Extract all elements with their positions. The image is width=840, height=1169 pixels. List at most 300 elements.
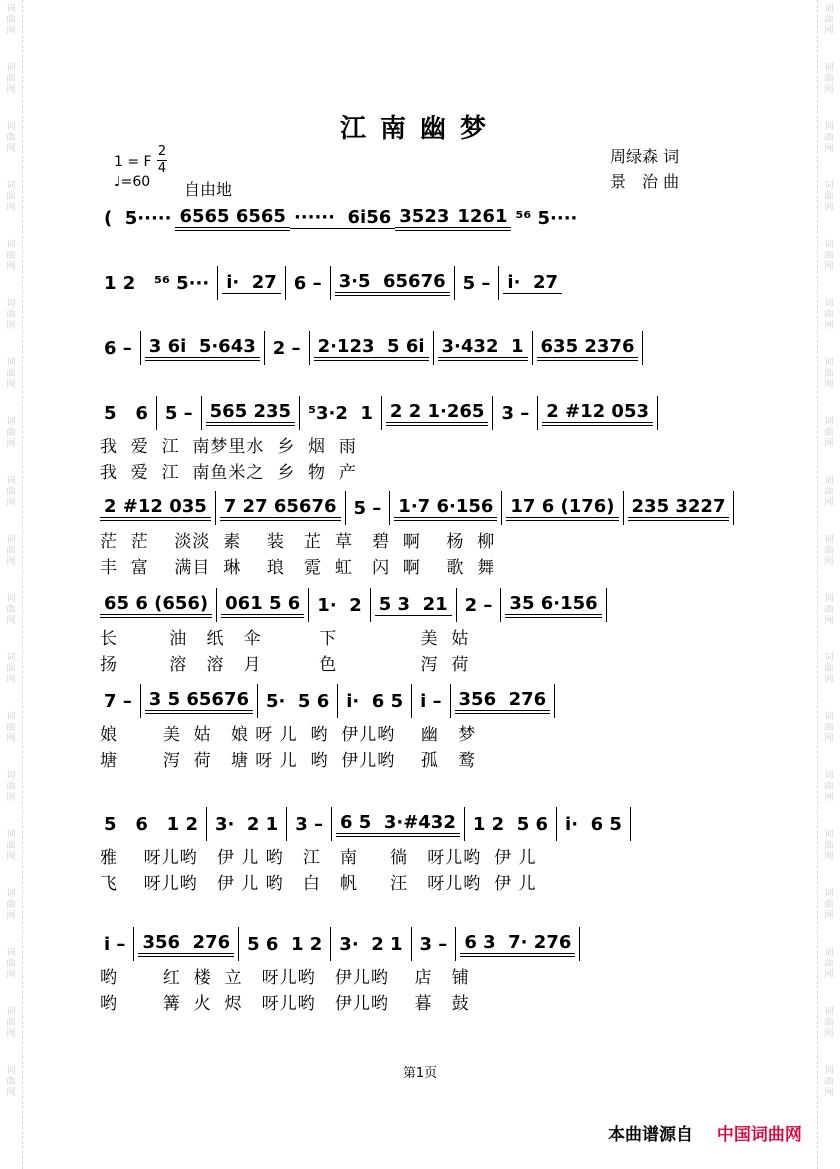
watermark-char: 词 [6, 889, 16, 899]
watermark-group [6, 594, 15, 627]
watermark-char: 曲 [824, 15, 834, 25]
barline [733, 491, 734, 525]
note-group: 3·5 65676 [335, 271, 450, 296]
barline [642, 331, 643, 365]
note-group: 3 – [419, 933, 448, 955]
watermark-char: 网 [824, 675, 834, 685]
watermark-group [6, 712, 15, 745]
watermark-group [6, 948, 15, 981]
barline [308, 588, 309, 622]
watermark-char: 曲 [6, 605, 16, 615]
watermark-char: 网 [824, 144, 834, 154]
note-group: 5 6 1 2 [104, 813, 198, 835]
barline [330, 266, 331, 300]
barline [411, 684, 412, 718]
score-system [100, 330, 760, 366]
watermark-group [6, 181, 15, 214]
barline [330, 927, 331, 961]
watermark-char: 曲 [6, 310, 16, 320]
watermark-group [6, 771, 15, 804]
barline [217, 266, 218, 300]
watermark-char: 词 [824, 122, 834, 132]
note-group: 1· 2 [317, 594, 362, 616]
right-watermark-strip [817, 0, 840, 1169]
note-group: 17 6 (176) [506, 496, 618, 521]
watermark-group [824, 535, 833, 568]
watermark-char: 网 [824, 203, 834, 213]
score-system [100, 683, 760, 771]
watermark-char: 曲 [824, 546, 834, 556]
barline [216, 588, 217, 622]
watermark-char: 词 [824, 948, 834, 958]
watermark-group [6, 653, 15, 686]
note-group: 1·7 6·156 [394, 496, 497, 521]
watermark-char: 词 [6, 653, 16, 663]
notation-line [100, 395, 760, 431]
score-system [100, 395, 760, 483]
note-group: ( 5····· [104, 207, 172, 229]
lyric-text: 茫 茫 淡淡 素 装 芷 草 碧 啊 杨 柳 [100, 531, 496, 552]
watermark-char: 曲 [824, 133, 834, 143]
left-watermark-strip [0, 0, 23, 1169]
barline [140, 684, 141, 718]
watermark-group [824, 712, 833, 745]
lyric-line-verse-2 [100, 457, 760, 483]
watermark-group [824, 240, 833, 273]
watermark-char: 曲 [824, 1018, 834, 1028]
barline [579, 927, 580, 961]
notation-line [100, 683, 760, 719]
note-group: i· 27 [222, 272, 281, 294]
watermark-char: 网 [6, 675, 16, 685]
barline [464, 807, 465, 841]
lyricist-credit: 周绿森 词 [610, 147, 680, 166]
note-group: 565 235 [206, 401, 295, 426]
watermark-char: 曲 [6, 1018, 16, 1028]
note-group: 5 3 21 [375, 594, 452, 616]
watermark-char: 网 [824, 911, 834, 921]
watermark-char: 词 [824, 299, 834, 309]
barline [532, 331, 533, 365]
watermark-char: 网 [6, 321, 16, 331]
tempo-mark: ♩=60 [114, 174, 151, 190]
barline [492, 396, 493, 430]
time-signature-top: 2 [157, 144, 167, 159]
barline [389, 491, 390, 525]
note-group: 5 6 1 2 [247, 933, 323, 955]
barline [537, 396, 538, 430]
lyric-line-verse-2 [100, 552, 760, 578]
expression-mark: 自由地 [184, 180, 233, 199]
watermark-char: 词 [6, 417, 16, 427]
watermark-char: 网 [6, 144, 16, 154]
note-group: 3 6i 5·643 [145, 336, 260, 361]
lyric-text: 我 爱 江 南鱼米之 乡 物 产 [100, 462, 357, 483]
watermark-char: 词 [824, 181, 834, 191]
watermark-char: 曲 [6, 959, 16, 969]
barline [556, 807, 557, 841]
score-system [100, 490, 760, 578]
note-group: 2 #12 053 [542, 401, 653, 426]
source-site-link[interactable]: 中国词曲网 [716, 1125, 802, 1145]
note-group: i – [104, 933, 126, 955]
barline [206, 807, 207, 841]
watermark-group [824, 771, 833, 804]
watermark-group [6, 4, 15, 37]
barline [286, 807, 287, 841]
watermark-group [6, 476, 15, 509]
watermark-char: 曲 [6, 487, 16, 497]
notation-line [100, 490, 760, 526]
barline [554, 684, 555, 718]
note-group: 65 6 (656) [100, 593, 212, 618]
note-group: 6565 6565 [175, 206, 289, 231]
watermark-char: 网 [6, 734, 16, 744]
note-group: 5 – [164, 402, 193, 424]
watermark-char: 网 [824, 1029, 834, 1039]
lyric-line-verse-2 [100, 988, 760, 1014]
watermark-group [6, 535, 15, 568]
note-group: i· 27 [503, 272, 562, 294]
barline [156, 396, 157, 430]
watermark-char: 网 [6, 852, 16, 862]
lyric-line-verse-1 [100, 431, 760, 457]
watermark-char: 曲 [824, 900, 834, 910]
watermark-char: 曲 [6, 664, 16, 674]
lyric-line-verse-2 [100, 868, 760, 894]
watermark-char: 词 [6, 240, 16, 250]
note-group: 1 2 5 6 [472, 813, 549, 835]
watermark-char: 网 [6, 380, 16, 390]
note-group: ······ 6i56 [290, 207, 395, 229]
barline [501, 491, 502, 525]
watermark-group [824, 358, 833, 391]
lyric-text: 扬 溶 溶 月 色 泻 荷 [100, 654, 470, 675]
watermark-char: 词 [824, 771, 834, 781]
watermark-char: 网 [6, 1029, 16, 1039]
lyric-text: 我 爱 江 南梦里水 乡 烟 雨 [100, 436, 357, 457]
lyric-line-verse-2 [100, 649, 760, 675]
barline [238, 927, 239, 961]
watermark-char: 词 [6, 1066, 16, 1076]
watermark-char: 词 [824, 889, 834, 899]
watermark-group [6, 358, 15, 391]
watermark-char: 词 [6, 63, 16, 73]
barline [140, 331, 141, 365]
watermark-group [824, 830, 833, 863]
barline [215, 491, 216, 525]
watermark-char: 词 [6, 358, 16, 368]
watermark-char: 网 [6, 557, 16, 567]
composer-credit: 景 治 曲 [610, 172, 680, 191]
watermark-char: 曲 [6, 369, 16, 379]
watermark-char: 词 [6, 122, 16, 132]
watermark-group [6, 240, 15, 273]
watermark-char: 词 [824, 594, 834, 604]
note-group: 5· 5 6 [266, 690, 330, 712]
barline [455, 927, 456, 961]
barline [337, 684, 338, 718]
note-group: 3· 2 1 [339, 933, 403, 955]
lyric-text: 长 油 纸 伞 下 美 姑 [100, 628, 470, 649]
barline [264, 331, 265, 365]
source-label: 本曲谱源自 [608, 1125, 693, 1145]
note-group: 6 5 3·#432 [336, 812, 460, 837]
note-group: 6 – [293, 272, 322, 294]
page-number: 第1页 [402, 1066, 438, 1081]
watermark-char: 曲 [6, 723, 16, 733]
barline [456, 588, 457, 622]
watermark-char: 网 [824, 1088, 834, 1098]
note-group: 5 6 [104, 402, 148, 424]
lyric-text: 雅 呀儿哟 伊 儿 哟 江 南 徜 呀儿哟 伊 儿 [100, 847, 537, 868]
watermark-char: 网 [6, 203, 16, 213]
watermark-char: 曲 [824, 487, 834, 497]
watermark-char: 曲 [6, 782, 16, 792]
watermark-char: 词 [824, 358, 834, 368]
lyric-line-verse-2 [100, 745, 760, 771]
note-group: 3 5 65676 [145, 689, 253, 714]
barline [257, 684, 258, 718]
watermark-group [824, 889, 833, 922]
note-group: 5 – [353, 497, 382, 519]
note-group: ⁵⁶ 5···· [515, 207, 578, 229]
barline [370, 588, 371, 622]
source-credit [608, 1120, 802, 1145]
watermark-group [824, 653, 833, 686]
watermark-char: 网 [6, 1088, 16, 1098]
note-group: 635 2376 [537, 336, 639, 361]
watermark-group [824, 417, 833, 450]
barline [345, 491, 346, 525]
watermark-char: 曲 [824, 782, 834, 792]
watermark-char: 曲 [6, 428, 16, 438]
watermark-char: 网 [824, 557, 834, 567]
score-system [100, 265, 760, 301]
score-system [100, 587, 760, 675]
note-group: i – [420, 690, 442, 712]
watermark-char: 曲 [6, 251, 16, 261]
watermark-char: 网 [6, 498, 16, 508]
credits [610, 144, 679, 194]
barline [285, 266, 286, 300]
watermark-char: 曲 [824, 310, 834, 320]
watermark-char: 网 [6, 439, 16, 449]
watermark-char: 网 [824, 852, 834, 862]
note-group: ⁵3·2 1 [308, 402, 373, 424]
watermark-char: 网 [824, 734, 834, 744]
note-group: 235 3227 [628, 496, 730, 521]
watermark-char: 曲 [824, 74, 834, 84]
lyric-line-verse-1 [100, 719, 760, 745]
watermark-char: 词 [6, 299, 16, 309]
barline [381, 396, 382, 430]
watermark-char: 词 [824, 1007, 834, 1017]
watermark-char: 曲 [6, 841, 16, 851]
note-group: 3 – [501, 402, 530, 424]
watermark-group [824, 4, 833, 37]
lyric-text: 塘 泻 荷 塘 呀 儿 哟 伊儿哟 孤 鹜 [100, 750, 477, 771]
watermark-char: 曲 [6, 192, 16, 202]
note-group: i· 6 5 [565, 813, 622, 835]
note-group: 5 – [462, 272, 491, 294]
watermark-char: 曲 [824, 723, 834, 733]
watermark-char: 网 [6, 616, 16, 626]
lyric-text: 丰 富 满目 琳 琅 霓 虹 闪 啊 歌 舞 [100, 557, 496, 578]
barline [309, 331, 310, 365]
note-group: 2 – [272, 337, 301, 359]
note-group: 7 27 65676 [220, 496, 341, 521]
note-group: 6 – [104, 337, 132, 359]
watermark-char: 曲 [824, 1077, 834, 1087]
watermark-group [824, 948, 833, 981]
watermark-group [6, 1007, 15, 1040]
watermark-char: 词 [6, 830, 16, 840]
watermark-char: 词 [824, 830, 834, 840]
time-signature-bottom: 4 [157, 161, 167, 176]
lyric-line-verse-1 [100, 842, 760, 868]
lyric-line-verse-1 [100, 623, 760, 649]
watermark-char: 网 [824, 26, 834, 36]
watermark-char: 网 [6, 262, 16, 272]
notation-line [100, 806, 760, 842]
watermark-group [6, 889, 15, 922]
key-signature: 1 = F [114, 154, 152, 170]
watermark-group [824, 181, 833, 214]
watermark-char: 网 [6, 911, 16, 921]
note-group: i· 6 5 [346, 690, 404, 712]
score-system [100, 806, 760, 894]
watermark-char: 网 [6, 970, 16, 980]
barline [133, 927, 134, 961]
watermark-char: 词 [824, 4, 834, 14]
lyric-line-verse-1 [100, 526, 760, 552]
barline [411, 927, 412, 961]
watermark-group [824, 299, 833, 332]
barline [454, 266, 455, 300]
watermark-group [6, 299, 15, 332]
barline [498, 266, 499, 300]
watermark-char: 词 [6, 1007, 16, 1017]
note-group: 1 2 ⁵⁶ 5··· [104, 272, 210, 294]
notation-line [100, 200, 760, 236]
watermark-char: 词 [824, 1066, 834, 1076]
barline [500, 588, 501, 622]
watermark-group [824, 1007, 833, 1040]
lyric-text: 哟 篝 火 烬 呀儿哟 伊儿哟 暮 鼓 [100, 993, 470, 1014]
watermark-char: 词 [824, 476, 834, 486]
note-group: 3 – [295, 813, 323, 835]
watermark-char: 网 [824, 498, 834, 508]
note-group: 3·432 1 [438, 336, 528, 361]
watermark-char: 网 [824, 262, 834, 272]
watermark-char: 词 [6, 594, 16, 604]
lyric-text: 娘 美 姑 娘 呀 儿 哟 伊儿哟 幽 梦 [100, 724, 477, 745]
note-group: 2 – [464, 594, 493, 616]
barline [450, 684, 451, 718]
score-system [100, 926, 760, 1014]
watermark-char: 词 [824, 653, 834, 663]
lyric-text: 飞 呀儿哟 伊 儿 哟 白 帆 汪 呀儿哟 伊 儿 [100, 873, 537, 894]
watermark-char: 网 [824, 321, 834, 331]
note-group: 2·123 5 6i [314, 336, 429, 361]
watermark-char: 词 [824, 712, 834, 722]
watermark-group [824, 476, 833, 509]
watermark-group [6, 417, 15, 450]
watermark-char: 曲 [6, 900, 16, 910]
score-system [100, 200, 760, 236]
watermark-char: 曲 [824, 251, 834, 261]
lyric-line-verse-1 [100, 962, 760, 988]
watermark-char: 网 [6, 85, 16, 95]
watermark-char: 词 [6, 181, 16, 191]
barline [657, 396, 658, 430]
barline [623, 491, 624, 525]
barline [630, 807, 631, 841]
watermark-char: 曲 [6, 133, 16, 143]
watermark-char: 词 [6, 476, 16, 486]
note-group: 7 – [104, 690, 132, 712]
watermark-char: 网 [824, 85, 834, 95]
watermark-char: 曲 [824, 428, 834, 438]
watermark-char: 曲 [824, 959, 834, 969]
watermark-group [824, 63, 833, 96]
time-signature [157, 144, 167, 177]
barline [606, 588, 607, 622]
watermark-char: 网 [6, 793, 16, 803]
notation-line [100, 587, 760, 623]
watermark-char: 词 [6, 535, 16, 545]
note-group: 3523 [395, 206, 453, 231]
watermark-group [6, 830, 15, 863]
note-group: 2 #12 035 [100, 496, 211, 521]
note-group: 3· 2 1 [214, 813, 279, 835]
watermark-char: 曲 [824, 605, 834, 615]
watermark-char: 词 [6, 4, 16, 14]
watermark-char: 曲 [6, 15, 16, 25]
song-title: 江南幽梦 [339, 114, 500, 144]
note-group: 2 2 1·265 [386, 401, 489, 426]
watermark-char: 曲 [824, 369, 834, 379]
watermark-char: 曲 [6, 1077, 16, 1087]
barline [201, 396, 202, 430]
barline [433, 331, 434, 365]
watermark-char: 曲 [6, 546, 16, 556]
watermark-char: 网 [824, 616, 834, 626]
note-group: 1261 [453, 206, 511, 231]
watermark-char: 曲 [824, 841, 834, 851]
note-group: 6 3 7· 276 [460, 932, 575, 957]
watermark-group [824, 594, 833, 627]
watermark-char: 词 [824, 63, 834, 73]
watermark-char: 网 [824, 793, 834, 803]
watermark-char: 网 [824, 970, 834, 980]
notation-line [100, 926, 760, 962]
watermark-char: 词 [6, 771, 16, 781]
watermark-char: 词 [6, 948, 16, 958]
watermark-char: 曲 [6, 74, 16, 84]
watermark-char: 词 [824, 417, 834, 427]
watermark-char: 词 [824, 535, 834, 545]
note-group: 356 276 [138, 932, 234, 957]
watermark-char: 曲 [824, 664, 834, 674]
watermark-group [6, 63, 15, 96]
barline [299, 396, 300, 430]
note-group: 356 276 [455, 689, 551, 714]
watermark-char: 词 [824, 240, 834, 250]
note-group: 35 6·156 [505, 593, 601, 618]
watermark-char: 网 [824, 439, 834, 449]
